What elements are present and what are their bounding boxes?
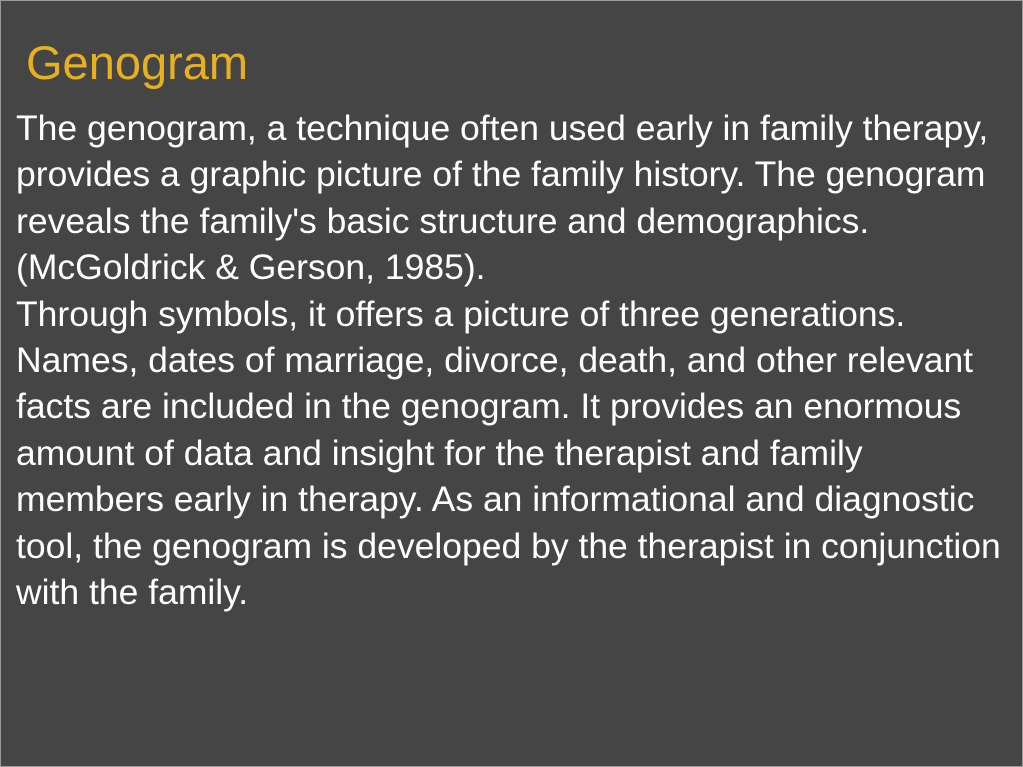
slide-body bbox=[16, 105, 1016, 615]
slide-title: Genogram bbox=[26, 36, 249, 89]
body-paragraph-1: The genogram, a technique often used early in family therapy, provides a graphic picture of the family history. The genogram reveals the family's basic structure and demographics. (McGoldrick & Gerson, 1985). bbox=[16, 108, 989, 288]
body-paragraph-2: Through symbols, it offers a picture of three generations. Names, dates of marriage, divorce, death, and other relevant facts are included in the genogram. It provides an enormous amount of data and insight for the therapist and family members early in therapy. As an informational and diagnostic tool, the genogram is developed by the therapist in conjunction with the family. bbox=[16, 293, 1001, 613]
